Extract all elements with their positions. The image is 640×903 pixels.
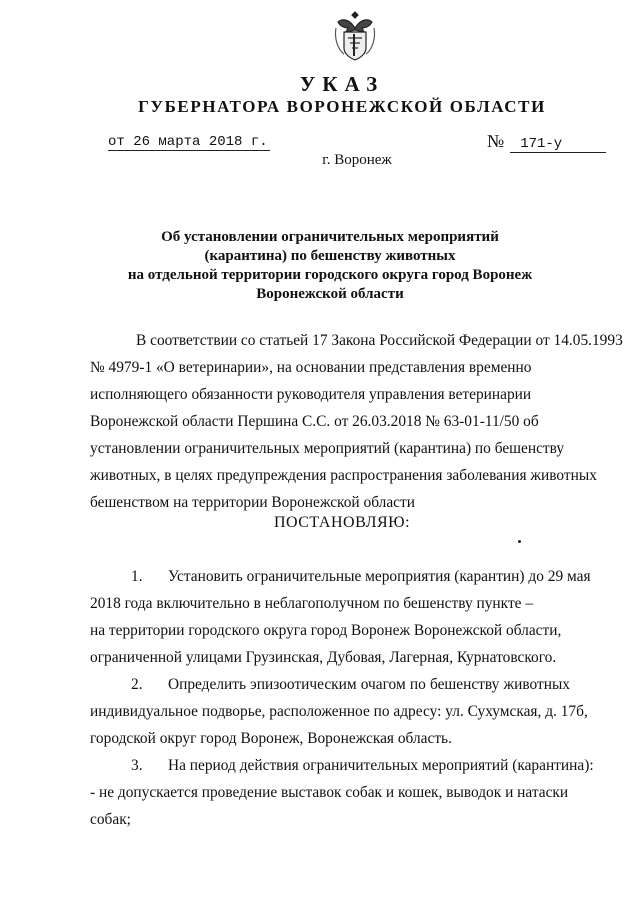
item-number: 3. (131, 757, 143, 774)
item-number: 1. (131, 568, 143, 585)
stray-mark (518, 540, 521, 543)
item-line: городской округ город Воронеж, Воронежская область. (90, 730, 452, 747)
item-line: - не допускается проведение выставок собак и кошек, выводок и натаски (90, 784, 569, 801)
document-subtitle: ГУБЕРНАТОРА ВОРОНЕЖСКОЙ ОБЛАСТИ (138, 97, 546, 116)
item-line: собак; (90, 811, 131, 828)
item-line: 2018 года включительно в неблагополучном по бешенству пункте – (90, 595, 534, 612)
number-sign: № (487, 131, 505, 151)
preamble-line: бешенством на территории Воронежской области (90, 494, 415, 511)
preamble-line: установлении ограничительных мероприятий (карантина) по бешенству (90, 440, 565, 457)
item-line: на территории городского округа город Воронеж Воронежской области, (90, 622, 562, 639)
preamble-line: № 4979-1 «О ветеринарии», на основании представления временно (90, 359, 532, 376)
resolve-heading: ПОСТАНОВЛЯЮ: (273, 514, 411, 531)
number-value: 171-у (510, 136, 606, 153)
subject-line: Воронежской области (256, 286, 404, 302)
document-city: г. Воронеж (322, 152, 392, 168)
preamble-line: животных, в целях предупреждения распространения заболевания животных (90, 467, 597, 484)
item-first-line: Установить ограничительные мероприятия (карантин) до 29 мая (168, 568, 591, 585)
document-title: УКАЗ (299, 72, 385, 96)
coat-of-arms-emblem (330, 8, 380, 64)
item-first-line: На период действия ограничительных мероприятий (карантина): (168, 757, 594, 774)
subject-line: Об установлении ограничительных мероприятий (161, 229, 499, 245)
item-number: 2. (131, 676, 143, 693)
item-line: индивидуальное подворье, расположенное по адресу: ул. Сухумская, д. 17б, (90, 703, 588, 720)
item-line: ограниченной улицами Грузинская, Дубовая, Лагерная, Курнатовского. (90, 649, 557, 666)
preamble-line: исполняющего обязанности руководителя управления ветеринарии (90, 386, 532, 403)
subject-line: на отдельной территории городского округа город Воронеж (127, 267, 533, 283)
subject-line: (карантина) по бешенству животных (204, 248, 456, 264)
document-subject (90, 228, 570, 304)
document-number (487, 131, 606, 153)
preamble-line: Воронежской области Першина С.С. от 26.03.2018 № 63-01-11/50 об (90, 413, 539, 430)
document-date: от 26 марта 2018 г. (108, 134, 268, 150)
preamble-line: В соответствии со статьей 17 Закона Российской Федерации от 14.05.1993 (136, 332, 623, 349)
item-first-line: Определить эпизоотическим очагом по бешенству животных (168, 676, 570, 693)
